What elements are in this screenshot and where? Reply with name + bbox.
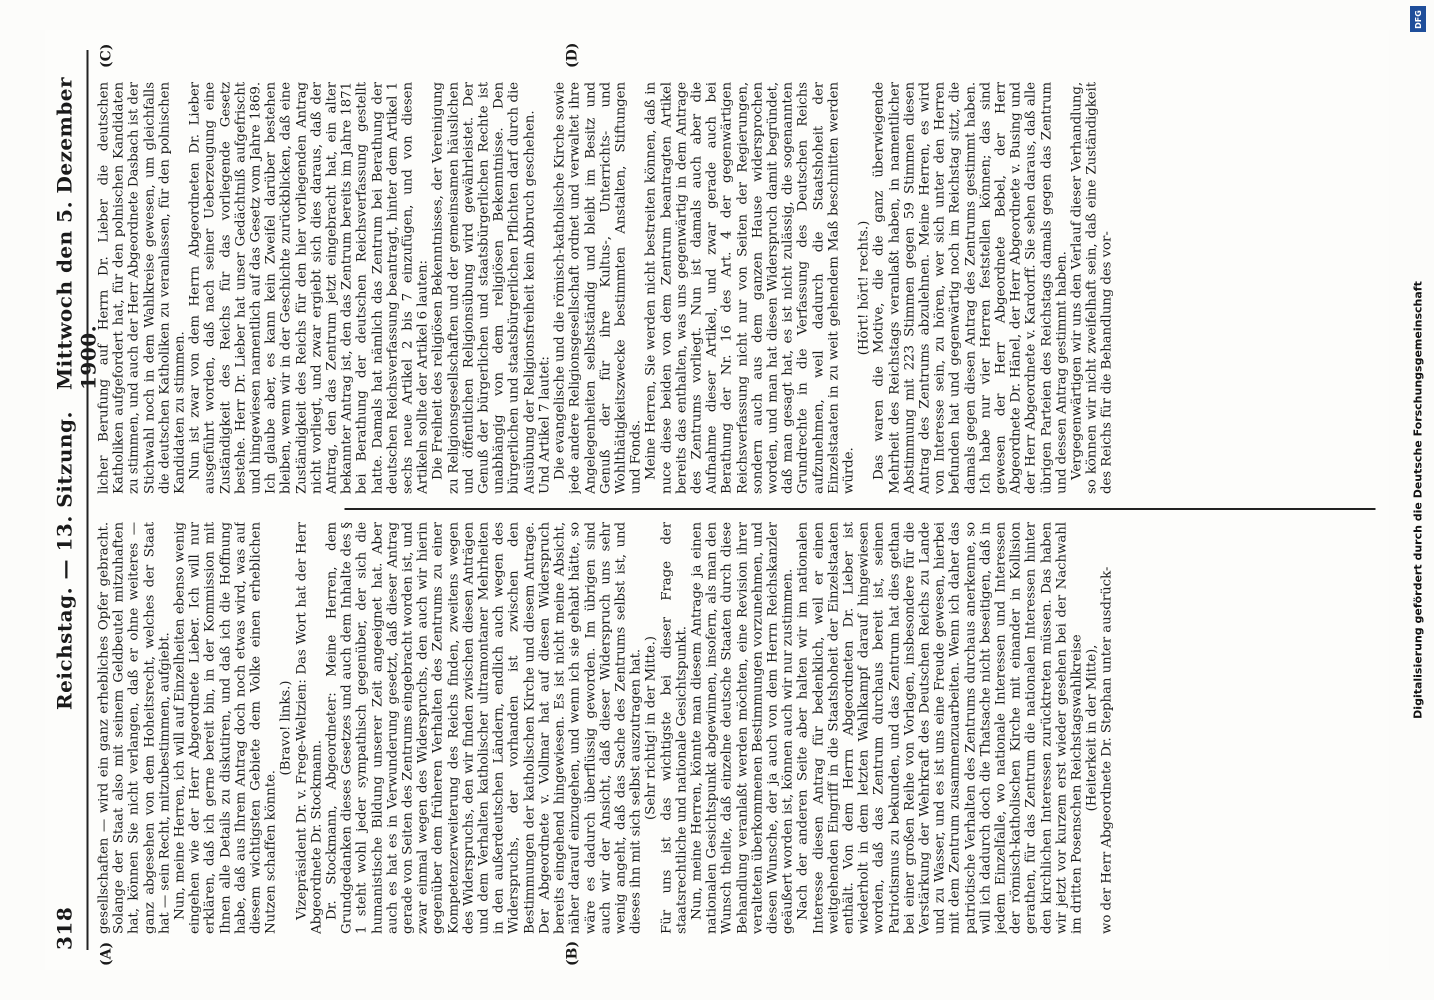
- paragraph: Nun ist zwar von dem Herrn Abgeordneten Dr. Lieber ausgeführt worden, daß nach seiner Ueberzeugung eine Zuständigkeit des Reichs für das vorliegende Gesetz bestehe. Herr Dr. Lieber hat unser Gedächtniß aufgefrischt und hingewiesen namentlich auf das Gesetz vom Jahre 1869. Ich glaube aber, es kann kein Zweifel darüber bestehen bleiben, wenn wir in der Geschichte zurückblicken, daß eine Zuständigkeit des Reichs für den hier vorliegenden Antrag nicht vorliegt, und zwar ergiebt sich dies daraus, daß der Antrag, den das Zentrum jetzt eingebracht hat, ein alter bekannter Antrag ist, den das Zentrum bereits im Jahre 1871 bei Berathung der deutschen Reichsverfassung gestellt hatte. Damals hat nämlich das Zentrum bei Berathung der deutschen Reichsverfassung beantragt, hinter dem Artikel 1 sechs neue Artikel 2 bis 7 einzufügen, und von diesen Artikeln sollte der Artikel 6 lauten:: [187, 82, 431, 494]
- paragraph: Für uns ist das wichtigste bei dieser Frage der staatsrechtliche und nationale Gesichtspunkt.: [659, 522, 690, 934]
- quoted-article: Die Freiheit des religiösen Bekenntnisses, der Vereinigung zu Religionsgesellschaften und der gemeinsamen häuslichen und öffentlichen Religionsübung wird gewährleistet. Der Genuß der bürgerlichen und staatsbürgerlichen Rechte ist unabhängig von dem religiösen Bekenntnisse. Den bürgerlichen und staatsbürgerlichen Pflichten darf durch die Ausübung der Religionsfreiheit kein Abbruch geschehen.: [430, 82, 538, 494]
- credit-text: Digitalisierung gefördert durch die Deutsche Forschungsgemeinschaft: [1411, 281, 1425, 719]
- paragraph: Meine Herren, Sie werden nicht bestreiten können, daß in nuce diese beiden von dem Zentrum beantragten Artikel bereits das enthalten, was uns gegenwärtig in dem Antrage des Zentrums vorliegt. Nun ist damals auch aber die Aufnahme dieser Artikel, und zwar gerade auch bei Berathung der Nr. 16 des Art. 4 der gegenwärtigen Reichsverfassung nicht nur von Seiten der Regierungen, sondern auch aus dem ganzen Hause widersprochen worden, und man hat diesen Widerspruch damit begründet, daß man gesagt hat, es ist nicht zulässig, die sogenannten Grundrechte in die Verfassung des Deutschen Reichs aufzunehmen, weil dadurch die Staatshoheit der Einzelstaaten in zu weit gehendem Maß beschnitten werden würde.: [643, 82, 857, 494]
- margin-marker-d: (D): [564, 42, 581, 68]
- paragraph: Dr. Stockmann, Abgeordneter: Meine Herren, dem Grundgedanken dieses Gesetzes und auch dem Inhalte des § 1 steht wohl jeder sympathisch gegenüber, der sich die humanistische Bildung unserer Zeit angeeignet hat. Aber auch es hat es in Verwunderung gesetzt, daß dieser Antrag gerade von Seiten des Zentrums eingebracht worden ist, und zwar einmal wegen des Widerspruchs, den auch wir hierin gegenüber dem früheren Verhalten des Zentrums zu einer Kompetenzerweiterung des Reichs finden, zweitens wegen des Widerspruchs, den wir finden zwischen diesen Anträgen und dem Verhalten katholischer ultramontaner Mehrheiten in den außerdeutschen Ländern, endlich auch wegen des Widerspruchs, der vorhanden ist zwischen den Bestimmungen der katholischen Kirche und diesem Antrage. Der Abgeordnete v. Vollmar hat auf diesen Widerspruch bereits eingehend hingewiesen. Es ist nicht meine Absicht, näher darauf einzugehen, und wenn ich sie gehabt hätte, so wäre es dadurch überflüssig geworden. Im übrigen sind auch wir der Ansicht, daß dieser Widerspruch uns sehr wenig angeht, daß das Sache des Zentrums selbst ist, und dieses ihn mit sich selbst auszutragen hat.: [324, 522, 644, 934]
- interjection: (Heiterkeit in der Mitte),: [1084, 644, 1100, 812]
- paragraph: Nun, meine Herren, könnte man diesem Antrage ja einen nationalen Gesichtspunkt abgewinnen, insofern, als man den Wunsch theilte, daß einzelne deutsche Staaten durch diese Behandlung veranlaßt werden möchten, eine Revision ihrer veralteten überkommenen Bestimmungen vorzunehmen, und diesen Wunsche, der ja auch von dem Herrn Reichskanzler geäußert worden ist, können auch wir nur zustimmen.: [689, 522, 796, 934]
- column-divider: [345, 508, 1376, 510]
- rotated-book-page: [45, 30, 1390, 970]
- dfg-logo: DFG: [1410, 6, 1426, 32]
- interjection: (Sehr richtig! in der Mitte.): [643, 636, 659, 820]
- margin-marker-a: (A): [98, 941, 115, 966]
- paragraph: Das waren die Motive, die die ganz überwiegende Mehrheit des Reichstags veranlaßt haben, in namentlicher Abstimmung mit 223 Stimmen gegen 59 Stimmen diesen Antrag des Zentrums abzulehnen. Meine Herren, es wird von Interesse sein, zu hören, wer sich unter den Herren befunden hat und gegenwärtig noch im Reichstag sitzt, die damals gegen diesen Antrag des Zentrums gestimmt haben. Ich habe nur vier Herren feststellen können; das sind gewesen der Herr Abgeordnete Bebel, der Herr Abgeordnete Dr. Hänel, der Herr Abgeordnete v. Busing und der Herr Abgeordnete v. Kardorff. Sie sehen daraus, daß alle übrigen Parteien des Reichstags damals gegen das Zentrum und dessen Antrag gestimmt haben.: [871, 82, 1070, 494]
- digitization-credit: [1402, 0, 1434, 1000]
- header-rule: [87, 50, 89, 950]
- paragraph: licher Berufung auf Herrn Dr. Lieber die deutschen Katholiken aufgefordert hat, für den polnischen Kandidaten zu stimmen, und auch der Herr Abgeordnete Dasbach ist der Stichwahl noch in dem Wahlkreise gewesen, um gleichfalls die deutschen Katholiken zu veranlassen, für den polnischen Kandidaten zu stimmen.: [96, 82, 188, 494]
- paragraph: gesellschaften — wird ein ganz erhebliches Opfer gebracht. Solange der Staat also mit seinem Geldbeutel mitzuhaften hat, können Sie nicht verlangen, daß er ohne weiteres — ganz abgesehen von dem Hoheitsrecht, welches der Staat hat — sein Recht, mitzubestimmen, aufgiebt.: [96, 522, 173, 934]
- session-title: Reichstag. — 13. Sitzung.: [52, 411, 77, 710]
- paragraph: Nach der anderen Seite aber halten wir im nationalen Interesse diesen Antrag für bedenklich, weil er einen weitgehenden Eingriff in die Staatshoheit der Einzelstaaten enthält. Von dem Herrn Abgeordneten Dr. Lieber ist wiederholt in dem letzten Wahlkampf darauf hingewiesen worden, daß das Zentrum durchaus bereit ist, seinen Patriotismus zu bekunden, und das Zentrum hat dies gethan bei einer großen Reihe von Vorlagen, insbesondere für die Verstärkung der Wehrkraft des Deutschen Reichs zu Lande und zu Wasser, und es ist uns eine Freude gewesen, hierbei mit dem Zentrum zusammenzuarbeiten. Wenn ich daher das patriotische Verhalten des Zentrums durchaus anerkenne, so will ich dadurch doch die Thatsache nicht beseitigen, daß in jedem Einzelfalle, wo nationale Interessen und Interessen der römisch-katholischen Kirche mit einander in Kollision gerathen, für das Zentrum die nationalen Interessen hinter den kirchlichen Interessen zurücktreten müssen. Das haben wir jetzt vor kurzem erst wieder gesehen bei der Nachwahl im dritten Posenschen Reichstagswahlkreise: [795, 522, 1085, 934]
- interjection: (Bravo! links.): [278, 680, 294, 776]
- paragraph: Vergegenwärtigen wir uns den Verlauf dieser Verhandlung, so können wir nicht zweifelhaft sein, daß eine Zuständigkeit des Reichs für die Behandlung des vor-: [1069, 82, 1115, 494]
- paragraph: Nun, meine Herren, ich will auf Einzelheiten ebenso wenig eingehen wie der Herr Abgeordnete Lieber. Ich will nur erklären, daß ich gerne bereit bin, in der Kommission mit Ihnen alle Details zu diskutiren, und daß ich die Hoffnung habe, daß aus Ihrem Antrag doch noch etwas wird, was auf diesem wichtigsten Gebiete dem Volke einen erheblichen Nutzen schaffen könnte.: [172, 522, 279, 934]
- page-number: 318: [52, 906, 77, 950]
- interjection: (Hört! hört! rechts.): [856, 220, 872, 356]
- paragraph: Und Artikel 7 lautet:: [537, 356, 553, 494]
- right-text-column: [97, 82, 1380, 494]
- paragraph: Vizepräsident Dr. v. Frege-Weltzien: Das Wort hat der Herr Abgeordnete Dr. Stockmann.: [294, 522, 325, 934]
- quoted-article: Die evangelische und die römisch-katholische Kirche sowie jede andere Religionsgesellschaft ordnet und verwaltet ihre Angelegenheiten selbstständig und bleibt im Besitz und Genuß der für ihre Kultus-, Unterrichts- und Wohlthätigkeitszwecke bestimmten Anstalten, Stiftungen und Fonds.: [552, 82, 644, 494]
- left-text-column: [97, 522, 1380, 934]
- page-header: [45, 50, 101, 950]
- session-date: Mittwoch den 5. Dezember 1900.: [52, 76, 101, 390]
- paragraph: wo der Herr Abgeordnete Dr. Stephan unter ausdrück-: [1099, 566, 1115, 934]
- margin-marker-b: (B): [564, 940, 581, 966]
- margin-marker-c: (C): [98, 43, 115, 68]
